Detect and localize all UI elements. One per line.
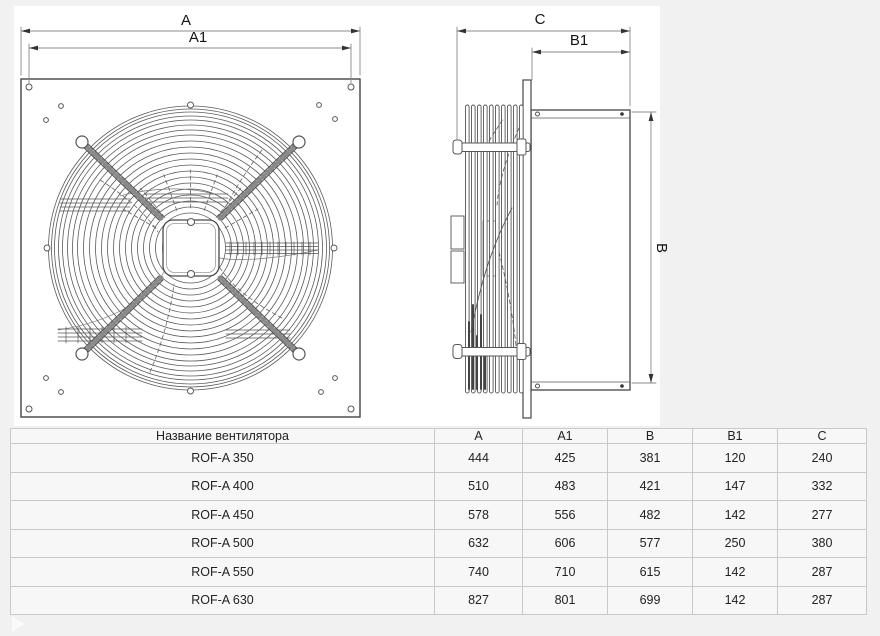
table-row [11,558,867,587]
dim-label-B1: B1 [569,32,589,49]
dim-value-cell: 801 [523,586,608,615]
dim-value-cell: 142 [693,501,778,530]
fan-name-cell: ROF-A 630 [11,586,435,615]
hub-plate [163,219,219,278]
dim-value-cell: 147 [693,472,778,501]
duct-housing [531,110,630,390]
table-row [11,472,867,501]
header-dim-b1: B1 [693,429,778,444]
header-dim-c: C [778,429,867,444]
table-row [11,501,867,530]
dim-value-cell: 710 [523,558,608,587]
header-dim-b: B [608,429,693,444]
dim-value-cell: 606 [523,529,608,558]
dim-value-cell: 332 [778,472,867,501]
dim-label-A1: A1 [188,29,208,46]
dim-value-cell: 277 [778,501,867,530]
wall-plate-edge [523,80,531,418]
dim-value-cell: 250 [693,529,778,558]
dim-value-cell: 482 [608,501,693,530]
dim-value-cell: 425 [523,444,608,473]
fan-name-cell: ROF-A 450 [11,501,435,530]
table-row [11,444,867,473]
table-row [11,586,867,615]
dimensions-table [10,428,867,615]
fan-name-cell: ROF-A 350 [11,444,435,473]
dim-value-cell: 287 [778,558,867,587]
header-dim-a1: A1 [523,429,608,444]
header-dim-a: A [435,429,523,444]
hub-screw-bottom [188,271,195,278]
dim-label-B: B [653,242,670,254]
table-header-row [11,429,867,444]
dim-value-cell: 120 [693,444,778,473]
cursor-artifact [12,616,25,632]
table-row [11,529,867,558]
dim-value-cell: 556 [523,501,608,530]
dim-value-cell: 510 [435,472,523,501]
dim-value-cell: 699 [608,586,693,615]
dim-value-cell: 287 [778,586,867,615]
dim-label-A: A [180,12,192,29]
fan-name-cell: ROF-A 500 [11,529,435,558]
dim-value-cell: 615 [608,558,693,587]
dim-value-cell: 380 [778,529,867,558]
dim-value-cell: 142 [693,586,778,615]
hub-screw-top [188,219,195,226]
dim-value-cell: 142 [693,558,778,587]
dim-value-cell: 578 [435,501,523,530]
dim-value-cell: 740 [435,558,523,587]
dim-value-cell: 483 [523,472,608,501]
dim-value-cell: 827 [435,586,523,615]
header-fan-name: Название вентилятора [11,429,435,444]
fan-name-cell: ROF-A 550 [11,558,435,587]
dim-value-cell: 577 [608,529,693,558]
dim-label-C: C [534,11,546,28]
dim-value-cell: 444 [435,444,523,473]
dim-value-cell: 421 [608,472,693,501]
dim-value-cell: 240 [778,444,867,473]
dim-value-cell: 632 [435,529,523,558]
fan-name-cell: ROF-A 400 [11,472,435,501]
dim-value-cell: 381 [608,444,693,473]
